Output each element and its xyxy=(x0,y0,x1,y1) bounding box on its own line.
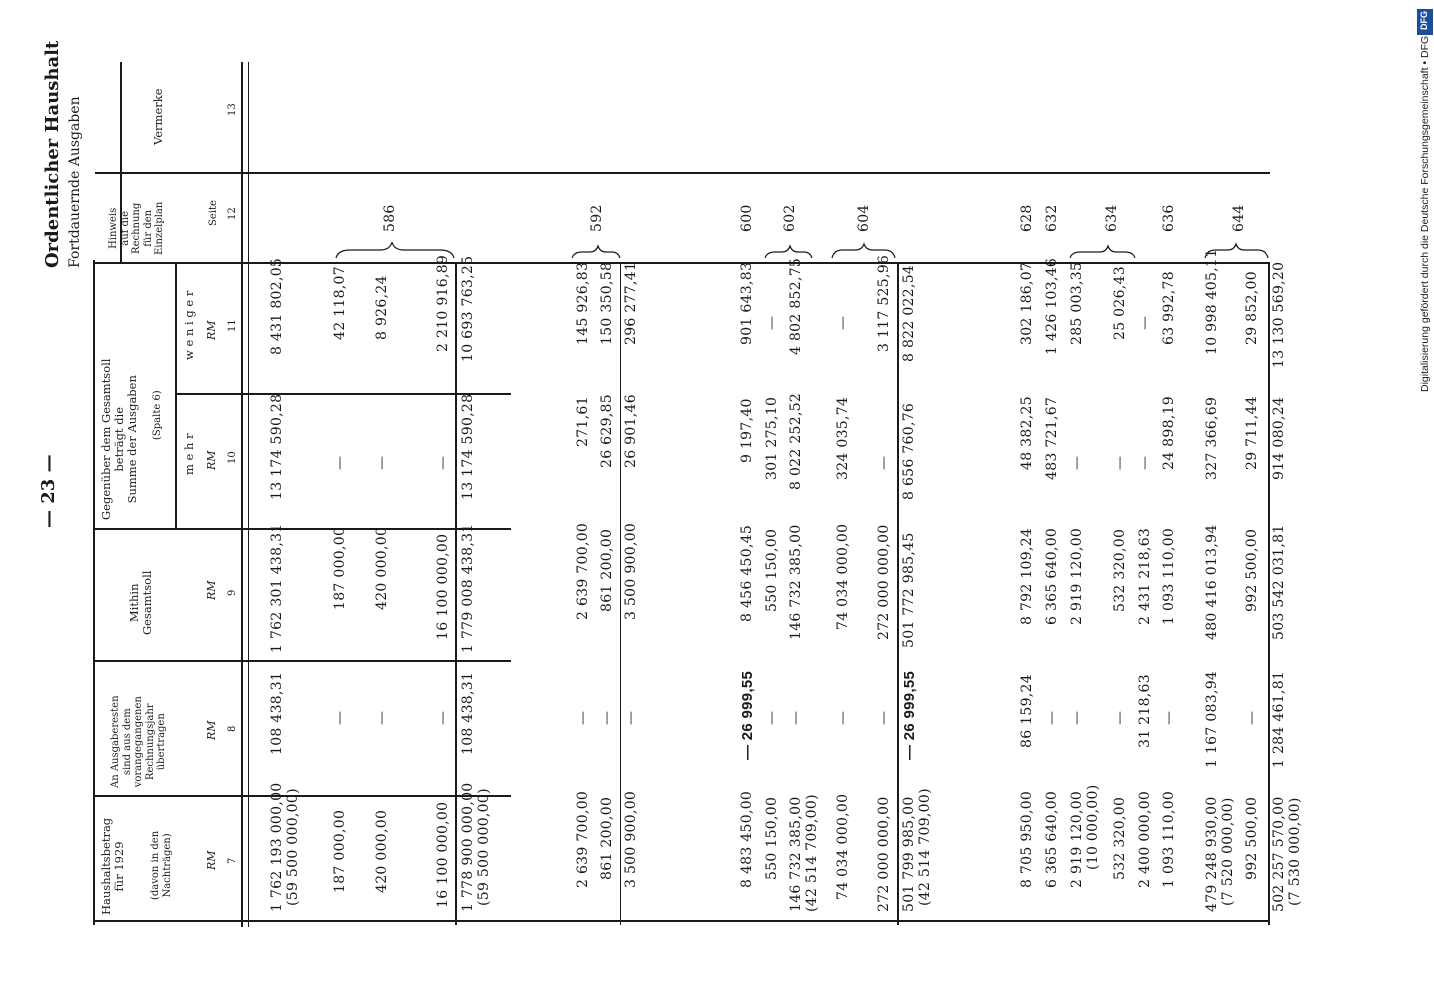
page-ref: 628 xyxy=(1019,204,1035,232)
cell-gesamtsoll: 6 365 640,00 xyxy=(1044,527,1060,625)
dash-weniger: — xyxy=(835,316,851,330)
dash-mehr: — xyxy=(1137,456,1153,470)
cell-weniger: 10 693 763,25 xyxy=(460,255,476,362)
document-subtitle: Fortdauernde Ausgaben xyxy=(67,96,83,268)
cell-nachtraege: (7 530 000,00) xyxy=(1287,797,1303,906)
cell-haushaltsbetrag: 861 200,00 xyxy=(599,796,615,880)
cell-weniger: 3 117 525,96 xyxy=(876,254,892,352)
cell-gesamtsoll: 992 500,00 xyxy=(1244,528,1260,612)
header-col7-note: (davon in den Nachträgen) xyxy=(150,830,173,900)
cell-haushaltsbetrag: 16 100 000,00 xyxy=(435,801,451,908)
cell-ausgabereste: — 26 999,55 xyxy=(739,670,756,760)
dash-ausgabereste: — xyxy=(374,711,390,725)
cell-ausgabereste: 31 218,63 xyxy=(1137,674,1153,748)
colno-8: 8 xyxy=(227,725,238,732)
dash-ausgabereste: — xyxy=(1161,711,1177,725)
cell-weniger: 8 926,24 xyxy=(374,275,390,340)
dash-ausgabereste: — xyxy=(599,711,615,725)
cell-gesamtsoll: 8 792 109,24 xyxy=(1019,527,1035,625)
cell-weniger: 296 277,41 xyxy=(623,261,639,345)
dash-weniger: — xyxy=(1137,316,1153,330)
cell-weniger: 29 852,00 xyxy=(1244,271,1260,345)
cell-weniger: 1 426 103,46 xyxy=(1044,257,1060,355)
cell-weniger: 10 998 405,11 xyxy=(1204,248,1220,355)
cell-mehr: 8 022 252,52 xyxy=(788,392,804,490)
cell-weniger: 4 802 852,75 xyxy=(788,257,804,355)
cell-haushaltsbetrag: 1 778 900 000,00 xyxy=(460,782,476,912)
cell-gesamtsoll: 2 919 120,00 xyxy=(1069,527,1085,625)
cell-gesamtsoll: 1 093 110,00 xyxy=(1161,527,1177,625)
cell-weniger: 13 130 569,20 xyxy=(1271,261,1287,368)
dash-mehr: — xyxy=(374,456,390,470)
colno-9: 9 xyxy=(227,589,238,596)
cell-nachtraege: (59 500 000,00) xyxy=(285,788,301,906)
cell-haushaltsbetrag: 502 257 570,00 xyxy=(1271,796,1287,912)
cell-nachtraege: (7 520 000,00) xyxy=(1220,797,1236,906)
cell-gesamtsoll: 2 639 700,00 xyxy=(575,522,591,620)
cell-haushaltsbetrag: 1 093 110,00 xyxy=(1161,790,1177,888)
dash-ausgabereste: — xyxy=(1244,711,1260,725)
unit-col8: RM xyxy=(205,720,218,740)
unit-col7: RM xyxy=(205,850,218,870)
header-col9: Mithin Gesamtsoll xyxy=(127,570,155,635)
cell-weniger: 63 992,78 xyxy=(1161,271,1177,345)
cell-ausgabereste: 108 438,31 xyxy=(269,671,285,755)
header-col12: Hinweis auf die Rechnung für den Einzelplan xyxy=(108,201,165,255)
cell-mehr: 914 080,24 xyxy=(1271,396,1287,480)
unit-col11: RM xyxy=(205,320,218,340)
header-col10-mehr: m e h r xyxy=(182,433,196,475)
cell-haushaltsbetrag: 187 000,00 xyxy=(332,809,348,893)
cell-gesamtsoll: 146 732 385,00 xyxy=(788,524,804,640)
cell-weniger: 150 350,58 xyxy=(599,261,615,345)
cell-gesamtsoll: 3 500 900,00 xyxy=(623,522,639,620)
cell-ausgabereste: 1 284 461,81 xyxy=(1271,670,1287,768)
cell-haushaltsbetrag: 3 500 900,00 xyxy=(623,790,639,888)
cell-weniger: 285 003,35 xyxy=(1069,261,1085,345)
cell-haushaltsbetrag: 1 762 193 000,00 xyxy=(269,782,285,912)
cell-gesamtsoll: 420 000,00 xyxy=(374,526,390,610)
page-ref: 634 xyxy=(1104,204,1120,232)
cell-haushaltsbetrag: 479 248 930,00 xyxy=(1204,796,1220,912)
header-col12-seite: Seite xyxy=(208,200,219,226)
colno-11: 11 xyxy=(227,319,238,332)
colno-13: 13 xyxy=(227,103,238,116)
cell-gesamtsoll: 16 100 000,00 xyxy=(435,533,451,640)
cell-gesamtsoll: 480 416 013,94 xyxy=(1204,524,1220,640)
dash-ausgabereste: — xyxy=(1112,711,1128,725)
cell-mehr: 324 035,74 xyxy=(835,396,851,480)
page-ref: 602 xyxy=(782,204,798,232)
page-ref: 636 xyxy=(1161,204,1177,232)
dash-ausgabereste: — xyxy=(788,711,804,725)
cell-haushaltsbetrag: 992 500,00 xyxy=(1244,796,1260,880)
page-number: — 23 — xyxy=(38,454,59,528)
cell-haushaltsbetrag: 8 705 950,00 xyxy=(1019,790,1035,888)
cell-weniger: 8 431 802,05 xyxy=(269,257,285,355)
dfg-logo: DFG xyxy=(1417,9,1433,35)
dash-weniger: — xyxy=(764,316,780,330)
unit-col9: RM xyxy=(205,580,218,600)
cell-ausgabereste: — 26 999,55 xyxy=(901,670,918,760)
cell-mehr: 483 721,67 xyxy=(1044,396,1060,480)
cell-haushaltsbetrag: 2 400 000,00 xyxy=(1137,790,1153,888)
header-col10-11: Gegenüber dem Gesamtsoll beträgt die Summe der Ausgaben xyxy=(99,358,140,520)
page-ref: 632 xyxy=(1044,204,1060,232)
dash-ausgabereste: — xyxy=(623,711,639,725)
cell-weniger: 145 926,83 xyxy=(575,261,591,345)
dash-ausgabereste: — xyxy=(1069,711,1085,725)
page-ref: 604 xyxy=(856,204,872,232)
cell-gesamtsoll: 74 034 000,00 xyxy=(835,523,851,630)
colno-10: 10 xyxy=(227,451,238,464)
header-col13: Vermerke xyxy=(151,88,165,145)
cell-nachtraege: (42 514 709,00) xyxy=(917,788,933,906)
dash-ausgabereste: — xyxy=(435,711,451,725)
cell-mehr: 26 629,85 xyxy=(599,394,615,468)
cell-weniger: 42 118,07 xyxy=(332,266,348,340)
cell-gesamtsoll: 272 000 000,00 xyxy=(876,524,892,640)
header-col7: Haushaltsbetrag für 1929 xyxy=(99,817,127,915)
cell-haushaltsbetrag: 420 000,00 xyxy=(374,809,390,893)
page-ref: 644 xyxy=(1231,204,1247,232)
cell-mehr: 271,61 xyxy=(575,396,591,447)
cell-gesamtsoll: 1 762 301 438,31 xyxy=(269,523,285,653)
cell-gesamtsoll: 503 542 031,81 xyxy=(1271,524,1287,640)
dash-ausgabereste: — xyxy=(1044,711,1060,725)
cell-gesamtsoll: 861 200,00 xyxy=(599,528,615,612)
cell-mehr: 26 901,46 xyxy=(623,394,639,468)
digitization-note: Digitalisierung gefördert durch die Deutsche Forschungsgemeinschaft • DFG xyxy=(1419,35,1431,392)
dash-ausgabereste: — xyxy=(332,711,348,725)
cell-mehr: 13 174 590,28 xyxy=(460,393,476,500)
cell-gesamtsoll: 8 456 450,45 xyxy=(739,524,755,622)
cell-ausgabereste: 1 167 083,94 xyxy=(1204,670,1220,768)
cell-gesamtsoll: 550 150,00 xyxy=(764,528,780,612)
cell-haushaltsbetrag: 2 639 700,00 xyxy=(575,790,591,888)
cell-haushaltsbetrag: 272 000 000,00 xyxy=(876,796,892,912)
dash-mehr: — xyxy=(876,456,892,470)
cell-weniger: 901 643,83 xyxy=(739,261,755,345)
document-title: Ordentlicher Haushalt xyxy=(42,40,63,268)
page-ref: 600 xyxy=(739,204,755,232)
header-col8: An Ausgaberesten sind aus dem vorangegangenen Rechnungsjahr übertragen xyxy=(110,695,167,788)
dash-ausgabereste: — xyxy=(575,711,591,725)
cell-haushaltsbetrag: 8 483 450,00 xyxy=(739,790,755,888)
cell-gesamtsoll: 501 772 985,45 xyxy=(901,532,917,648)
cell-mehr: 13 174 590,28 xyxy=(269,393,285,500)
cell-mehr: 327 366,69 xyxy=(1204,396,1220,480)
page-ref: 586 xyxy=(382,204,398,232)
cell-gesamtsoll: 2 431 218,63 xyxy=(1137,527,1153,625)
dash-mehr: — xyxy=(1112,456,1128,470)
cell-mehr: 48 382,25 xyxy=(1019,396,1035,470)
dash-mehr: — xyxy=(435,456,451,470)
cell-haushaltsbetrag: 550 150,00 xyxy=(764,796,780,880)
dash-ausgabereste: — xyxy=(835,711,851,725)
cell-nachtraege: (59 500 000,00) xyxy=(476,788,492,906)
cell-mehr: 24 898,19 xyxy=(1161,396,1177,470)
unit-col10: RM xyxy=(205,450,218,470)
cell-mehr: 301 275,10 xyxy=(764,396,780,480)
cell-nachtraege: (10 000,00) xyxy=(1085,784,1101,870)
cell-haushaltsbetrag: 146 732 385,00 xyxy=(788,796,804,912)
dash-mehr: — xyxy=(1069,456,1085,470)
header-col10-11-note: (Spalte 6) xyxy=(152,390,163,440)
cell-weniger: 302 186,07 xyxy=(1019,261,1035,345)
page-ref: 592 xyxy=(589,204,605,232)
cell-weniger: 8 822 022,54 xyxy=(901,264,917,362)
cell-gesamtsoll: 187 000,00 xyxy=(332,526,348,610)
cell-ausgabereste: 86 159,24 xyxy=(1019,674,1035,748)
dash-ausgabereste: — xyxy=(764,711,780,725)
cell-nachtraege: (42 514 709,00) xyxy=(804,794,820,912)
cell-haushaltsbetrag: 501 799 985,00 xyxy=(901,796,917,912)
cell-mehr: 8 656 760,76 xyxy=(901,402,917,500)
cell-gesamtsoll: 532 320,00 xyxy=(1112,528,1128,612)
cell-weniger: 25 026,43 xyxy=(1112,266,1128,340)
dash-mehr: — xyxy=(332,456,348,470)
cell-haushaltsbetrag: 74 034 000,00 xyxy=(835,793,851,900)
cell-haushaltsbetrag: 532 320,00 xyxy=(1112,796,1128,880)
cell-weniger: 2 210 916,89 xyxy=(435,254,451,352)
colno-7: 7 xyxy=(227,857,238,864)
cell-haushaltsbetrag: 2 919 120,00 xyxy=(1069,790,1085,888)
cell-mehr: 29 711,44 xyxy=(1244,396,1260,470)
header-col11-weniger: w e n i g e r xyxy=(182,290,196,360)
cell-ausgabereste: 108 438,31 xyxy=(460,671,476,755)
cell-haushaltsbetrag: 6 365 640,00 xyxy=(1044,790,1060,888)
cell-gesamtsoll: 1 779 008 438,31 xyxy=(460,523,476,653)
colno-12: 12 xyxy=(227,207,238,220)
cell-mehr: 9 197,40 xyxy=(739,398,755,463)
dash-ausgabereste: — xyxy=(876,711,892,725)
